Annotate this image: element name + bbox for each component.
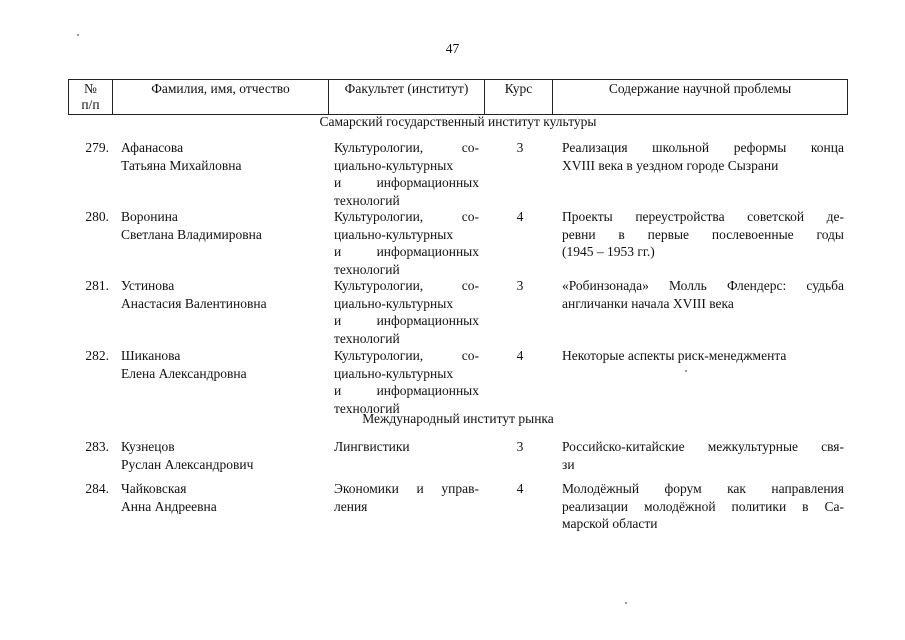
entry-faculty-line: циально-культурных	[334, 226, 454, 242]
entry-number: 282.	[85, 348, 109, 363]
entry-name-line: Татьяна Михайловна	[121, 157, 242, 173]
entry-course: 3	[516, 439, 524, 454]
entry-content-line: XVIII века в уездном городе Сызрани	[562, 157, 779, 173]
entry-faculty-line: ления	[334, 498, 368, 514]
entry-content-line: ревни в первые послевоенные годы	[562, 226, 844, 242]
entry-number: 280.	[85, 209, 109, 224]
entry-course: 4	[516, 481, 524, 496]
entry-name	[121, 438, 321, 473]
entry-faculty-line: и информационных	[334, 383, 479, 398]
entry-content-line: (1945 – 1953 гг.)	[562, 244, 655, 259]
entry-name-line: Шиканова	[121, 348, 181, 363]
page-number: 47	[445, 41, 460, 56]
scan-speck	[685, 370, 687, 372]
entry-course: 4	[516, 348, 524, 363]
entry-content-line: Некоторые аспекты риск-менеджмента	[562, 348, 787, 363]
entry-faculty-line: Лингвистики	[334, 439, 410, 454]
section-title: Самарский государственный институт культуры	[319, 114, 597, 129]
entry-faculty-line: технологий	[334, 330, 400, 346]
entry-content-line: реализации молодёжной политики в Са-	[562, 498, 844, 514]
entry-faculty-line: и информационных	[334, 175, 479, 190]
header-course: Курс	[484, 80, 552, 114]
entry-number: 283.	[85, 439, 109, 454]
entry-content	[562, 277, 844, 312]
entry-course: 3	[516, 140, 524, 155]
entry-course: 4	[516, 209, 524, 224]
header-name: Фамилия, имя, отчество	[112, 80, 328, 114]
entry-content	[562, 139, 844, 174]
entry-name	[121, 480, 321, 515]
entry-content	[562, 438, 844, 473]
entry-faculty-line: Культурологии, со-	[334, 209, 479, 224]
entry-faculty-line: и информационных	[334, 244, 479, 259]
entry-number: 284.	[85, 481, 109, 496]
entry-faculty-line: технологий	[334, 400, 400, 416]
header-content: Содержание научной проблемы	[552, 80, 848, 114]
entry-faculty-line: и информационных	[334, 313, 479, 328]
entry-faculty-line: Культурологии, со-	[334, 348, 479, 363]
entry-name-line: Афанасова	[121, 140, 184, 155]
table-header	[68, 79, 848, 115]
entry-name-line: Руслан Александрович	[121, 456, 254, 472]
entry-faculty	[334, 277, 479, 347]
entry-content	[562, 208, 844, 261]
entry-faculty	[334, 139, 479, 209]
scan-speck	[77, 34, 79, 36]
entry-content	[562, 480, 844, 533]
entry-name	[121, 139, 321, 174]
entry-faculty-line: Экономики и управ-	[334, 481, 479, 496]
entry-content-line: Реализация школьной реформы конца	[562, 140, 844, 155]
entry-content-line: англичанки начала XVIII века	[562, 295, 734, 311]
entry-number: 279.	[85, 140, 109, 155]
header-num: № п/п	[68, 80, 112, 114]
section-title: Международный институт рынка	[362, 411, 554, 426]
entry-faculty-line: Культурологии, со-	[334, 278, 479, 293]
entry-content-line: зи	[562, 456, 575, 472]
entry-name-line: Воронина	[121, 209, 178, 224]
entry-faculty	[334, 438, 479, 456]
entry-faculty	[334, 347, 479, 417]
entry-name-line: Анна Андреевна	[121, 498, 217, 514]
entry-name-line: Устинова	[121, 278, 175, 293]
entry-faculty	[334, 208, 479, 278]
entry-faculty-line: циально-культурных	[334, 157, 454, 173]
entry-faculty-line: циально-культурных	[334, 295, 454, 311]
entry-name-line: Кузнецов	[121, 439, 175, 454]
entry-name	[121, 208, 321, 243]
entry-faculty-line: циально-культурных	[334, 365, 454, 381]
entry-name	[121, 277, 321, 312]
entry-content	[562, 347, 844, 365]
entry-name	[121, 347, 321, 382]
entry-name-line: Светлана Владимировна	[121, 226, 262, 242]
entry-content-line: «Робинзонада» Молль Флендерс: судьба	[562, 278, 844, 293]
entry-course: 3	[516, 278, 524, 293]
entry-content-line: Молодёжный форум как направления	[562, 481, 844, 496]
entry-name-line: Чайковская	[121, 481, 187, 496]
entry-number: 281.	[85, 278, 109, 293]
entry-content-line: марской области	[562, 516, 658, 531]
entry-name-line: Елена Александровна	[121, 365, 247, 381]
entry-name-line: Анастасия Валентиновна	[121, 295, 267, 311]
entry-faculty-line: технологий	[334, 261, 400, 277]
entry-faculty-line: Культурологии, со-	[334, 140, 479, 155]
entry-faculty	[334, 480, 479, 515]
entry-content-line: Российско-китайские межкультурные свя-	[562, 439, 844, 454]
scan-speck	[625, 602, 627, 604]
entry-content-line: Проекты переустройства советской де-	[562, 209, 844, 224]
entry-faculty-line: технологий	[334, 192, 400, 208]
header-faculty: Факультет (институт)	[328, 80, 484, 114]
